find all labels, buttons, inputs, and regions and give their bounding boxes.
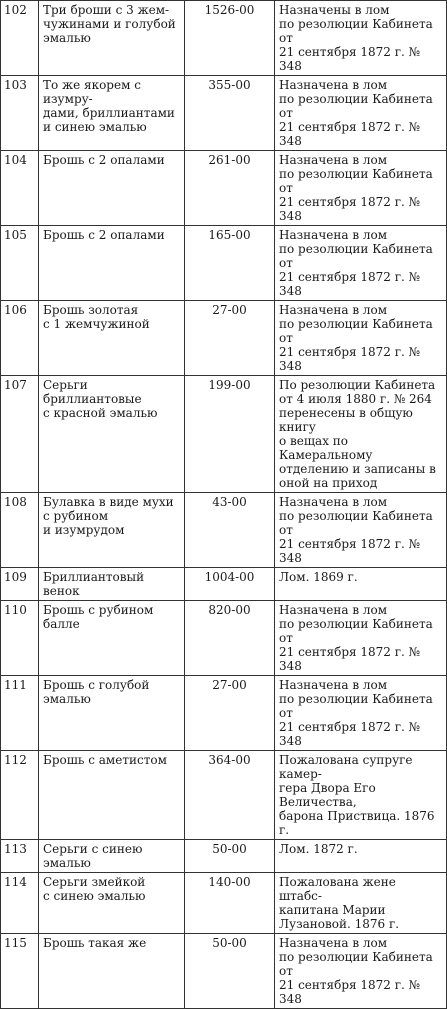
item-price: 27-00 (185, 301, 275, 376)
item-name: Брошь с 2 опалами (39, 151, 185, 226)
item-number: 109 (1, 568, 39, 601)
item-name: Брошь такая же (39, 934, 185, 1009)
table-row (1, 873, 447, 934)
item-note: Пожалована супруге камер- гера Двора Его Величества, барона Приствица. 1876 г. (275, 751, 447, 840)
table-row (1, 493, 447, 568)
item-number: 105 (1, 226, 39, 301)
item-note: Назначена в лом по резолюции Кабинета от 21 сентября 1872 г. № 348 (275, 151, 447, 226)
table-row (1, 226, 447, 301)
item-name: Бриллиантовый венок (39, 568, 185, 601)
item-number: 102 (1, 1, 39, 76)
item-note: Назначены в лом по резолюции Кабинета от 21 сентября 1872 г. № 348 (275, 1, 447, 76)
table-row (1, 934, 447, 1009)
item-name: То же якорем с изумру- дами, бриллиантами и синею эмалью (39, 76, 185, 151)
item-note: Назначена в лом по резолюции Кабинета от 21 сентября 1872 г. № 348 (275, 676, 447, 751)
item-name: Брошь с аметистом (39, 751, 185, 840)
item-price: 820-00 (185, 601, 275, 676)
item-number: 112 (1, 751, 39, 840)
table-row (1, 376, 447, 493)
item-number: 113 (1, 840, 39, 873)
item-name: Булавка в виде мухи с рубином и изумрудом (39, 493, 185, 568)
item-price: 355-00 (185, 76, 275, 151)
item-name: Серьги с синею эмалью (39, 840, 185, 873)
item-price: 50-00 (185, 934, 275, 1009)
item-price: 50-00 (185, 840, 275, 873)
table-row (1, 301, 447, 376)
item-note: Назначена в лом по резолюции Кабинета от 21 сентября 1872 г. № 348 (275, 601, 447, 676)
item-note: Назначена в лом по резолюции Кабинета от 21 сентября 1872 г. № 348 (275, 934, 447, 1009)
item-number: 115 (1, 934, 39, 1009)
table-row (1, 151, 447, 226)
item-price: 43-00 (185, 493, 275, 568)
item-note: Лом. 1869 г. (275, 568, 447, 601)
item-price: 140-00 (185, 873, 275, 934)
item-note: Назначена в лом по резолюции Кабинета от 21 сентября 1872 г. № 348 (275, 76, 447, 151)
item-price: 261-00 (185, 151, 275, 226)
item-number: 106 (1, 301, 39, 376)
item-note: Лом. 1872 г. (275, 840, 447, 873)
item-note: Пожалована жене штабс- капитана Марии Лузановой. 1876 г. (275, 873, 447, 934)
item-price: 364-00 (185, 751, 275, 840)
item-number: 111 (1, 676, 39, 751)
table-row (1, 840, 447, 873)
item-name: Серьги бриллиантовые с красной эмалью (39, 376, 185, 493)
item-name: Брошь золотая с 1 жемчужиной (39, 301, 185, 376)
item-name: Брошь с 2 опалами (39, 226, 185, 301)
item-note: Назначена в лом по резолюции Кабинета от 21 сентября 1872 г. № 348 (275, 301, 447, 376)
item-number: 104 (1, 151, 39, 226)
item-price: 165-00 (185, 226, 275, 301)
table-row (1, 601, 447, 676)
item-price: 1526-00 (185, 1, 275, 76)
table-row (1, 568, 447, 601)
item-price: 27-00 (185, 676, 275, 751)
item-name: Три броши с 3 жем- чужинами и голубой эмалью (39, 1, 185, 76)
table-row (1, 76, 447, 151)
item-name: Брошь с рубином балле (39, 601, 185, 676)
item-note: По резолюции Кабинета от 4 июля 1880 г. № 264 перенесены в общую книгу о вещах по Камеральному отделению и записаны в оной на приход (275, 376, 447, 493)
item-price: 1004-00 (185, 568, 275, 601)
table-row (1, 1, 447, 76)
table-row (1, 676, 447, 751)
item-note: Назначена в лом по резолюции Кабинета от 21 сентября 1872 г. № 348 (275, 493, 447, 568)
item-number: 103 (1, 76, 39, 151)
item-name: Серьги змейкой с синею эмалью (39, 873, 185, 934)
item-number: 110 (1, 601, 39, 676)
item-note: Назначена в лом по резолюции Кабинета от 21 сентября 1872 г. № 348 (275, 226, 447, 301)
item-price: 199-00 (185, 376, 275, 493)
item-number: 114 (1, 873, 39, 934)
table-row (1, 751, 447, 840)
item-number: 107 (1, 376, 39, 493)
item-name: Брошь с голубой эмалью (39, 676, 185, 751)
item-number: 108 (1, 493, 39, 568)
